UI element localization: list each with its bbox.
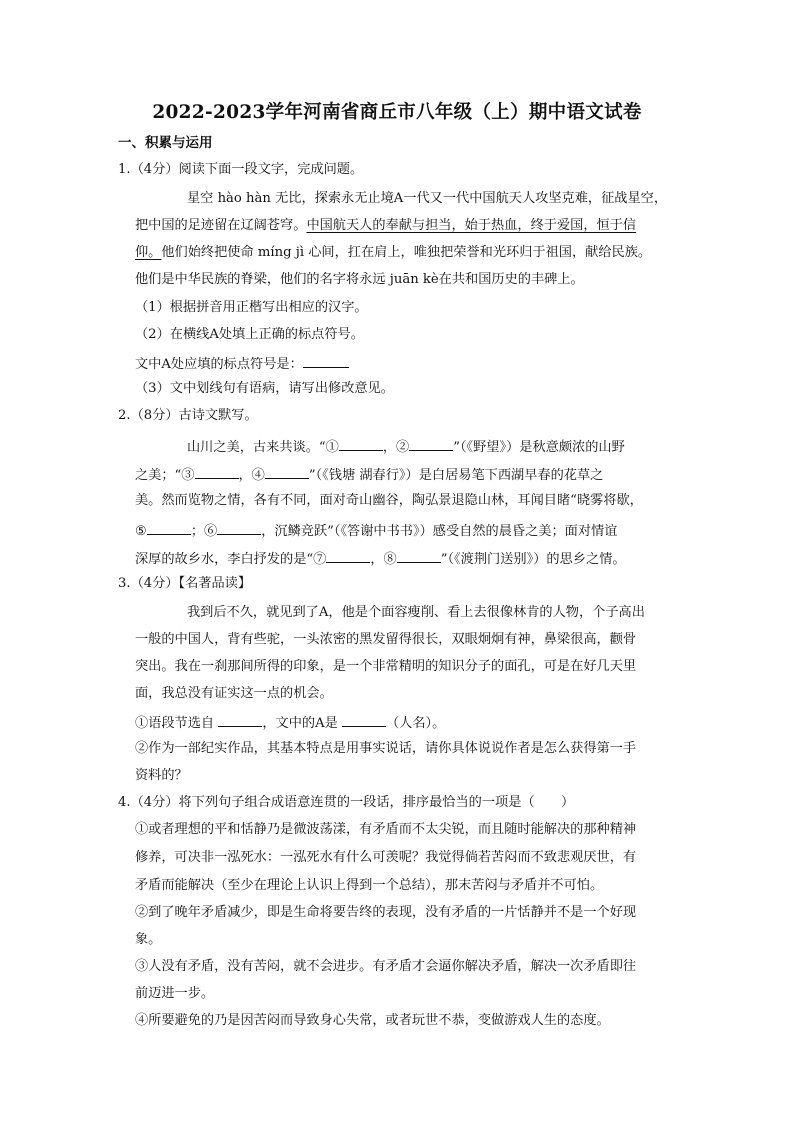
q4-option-line: ②到了晚年矛盾减少，即是生命将要告终的表现，没有矛盾的一片恬静并不是一个好现 (135, 905, 637, 920)
q2-text: ”（《野望》）是秋意颇浓的山野 (453, 440, 625, 455)
q1-subquestion: （3）文中划线句有语病，请写出修改意见。 (135, 381, 394, 396)
q1-answer-label: 文中A处应填的标点符号是： (135, 357, 303, 372)
q2-line (187, 436, 625, 457)
q4-option-line: ③人没有矛盾，没有苦闷，就不会进步。有矛盾才会逼你解决矛盾，解决一次矛盾即往 (135, 959, 637, 974)
q2-text: ”（《渡荆门送别》）的思乡之情。 (440, 552, 626, 567)
answer-blank[interactable] (409, 436, 453, 451)
q3-passage-line: 我到后不久，就见到了A，他是个面容瘦削、看上去很像林肯的人物，个子高出 (187, 605, 645, 620)
q3-passage-line: 一般的中国人，背有些驼，一头浓密的黑发留得很长，双眼炯炯有神，鼻梁很高，颧骨 (135, 632, 637, 647)
q3-subquestion: 资料的？ (135, 768, 188, 783)
answer-blank[interactable] (195, 464, 239, 479)
q3-text: ①语段节选自 (135, 716, 215, 731)
q1-underlined-sentence: 仰。 (135, 245, 162, 260)
answer-blank[interactable] (326, 548, 370, 563)
q1-passage-line (135, 244, 651, 262)
q3-passage-line: 面，我总没有证实这一点的机会。 (135, 686, 333, 701)
answer-blank[interactable] (303, 353, 349, 368)
q3-text: ，文中的A是 (262, 716, 338, 731)
q2-text: ”（《钱塘 湖春行》）是白居易笔下西湖早春的花草之 (308, 468, 604, 483)
answer-blank[interactable] (339, 436, 383, 451)
q2-text: ，⑧ (370, 552, 397, 567)
q1-passage-line: 星空 hào hàn 无比，探索永无止境A一代又一代中国航天人攻坚克难，征战星空， (187, 191, 668, 206)
q2-text: 深厚的故乡水，李白抒发的是“⑦ (135, 552, 327, 567)
q3-subquestion: ②作为一部纪实作品，其基本特点是用事实说话，请你具体说说作者是怎么获得第一手 (135, 741, 637, 756)
question-3-heading: 3.（4分）【名著品读】 (118, 576, 252, 591)
q4-option-line: ①或者理想的平和恬静乃是微波荡漾，有矛盾而不太尖锐，而且随时能解决的那种精神 (135, 822, 637, 837)
q3-subquestion (135, 712, 445, 733)
q1-passage-line (135, 217, 636, 235)
q2-text: ⑤ (135, 524, 147, 539)
q2-text: ，④ (238, 468, 265, 483)
q3-text: （人名）。 (386, 716, 446, 731)
q1-text: 他们始终把使命 míng jì 心间，扛在肩上，唯独把荣誉和光环归于祖国，献给民族。 (161, 245, 652, 260)
q1-subquestion: （1）根据拼音用正楷写出相应的汉字。 (135, 300, 368, 315)
q2-text: ，② (382, 440, 410, 455)
q2-text: ；⑥ (190, 524, 218, 539)
question-2-heading: 2.（8分）古诗文默写。 (118, 408, 258, 423)
answer-blank[interactable] (342, 712, 386, 727)
answer-blank[interactable] (147, 520, 191, 535)
q2-line (135, 520, 617, 541)
q4-option-line: 修养，可决非一泓死水：一泓死水有什么可羡呢？我觉得倘若苦闷而不致悲观厌世，有 (135, 850, 637, 865)
q4-option-line: ④所要避免的乃是因苦闷而导致身心失常，或者玩世不恭，变做游戏人生的态度。 (135, 1013, 610, 1028)
question-1-heading: 1.（4分）阅读下面一段文字，完成问题。 (118, 162, 364, 177)
q1-passage-line: 他们是中华民族的脊梁，他们的名字将永远 juān kè在共和国历史的丰碑上。 (135, 272, 584, 287)
q1-answer-line (135, 353, 349, 374)
answer-blank[interactable] (265, 464, 309, 479)
q2-line (135, 464, 603, 485)
q2-text: 山川之美，古来共谈。“① (187, 440, 339, 455)
q2-line (135, 548, 626, 569)
q1-subquestion: （2）在横线A处填上正确的标点符号。 (135, 327, 364, 342)
q2-text: 之美；“③ (135, 468, 195, 483)
q2-text: ，沉鳞竞跃”（《答谢中书书》）感受自然的晨昏之美；面对情谊 (261, 524, 618, 539)
q4-option-line: 前迈进一步。 (135, 986, 215, 1001)
page-title: 2022-2023学年河南省商丘市八年级（上）期中语文试卷 (152, 102, 642, 123)
answer-blank[interactable] (217, 520, 261, 535)
answer-blank[interactable] (397, 548, 441, 563)
q4-option-line: 矛盾而能解决（至少在理论上认识上得到一个总结），那末苦闷与矛盾并不可怕。 (135, 878, 604, 893)
answer-blank[interactable] (218, 712, 262, 727)
q4-option-line: 象。 (135, 932, 162, 947)
q3-passage-line: 突出。我在一刹那间所得的印象，是一个非常精明的知识分子的面孔，可是在好几天里 (135, 659, 637, 674)
section-heading: 一、积累与运用 (118, 135, 213, 151)
q2-line: 美。然而览物之情，各有不同，面对奇山幽谷，陶弘景退隐山林，耳闻目睹“晓雾将歇， (135, 493, 643, 508)
question-4-heading: 4.（4分）将下列句子组合成语意连贯的一段话，排序最恰当的一项是（ ） (118, 795, 575, 810)
q1-underlined-sentence: 中国航天人的奉献与担当，始于热血，终于爱国，恒于信 (306, 218, 637, 233)
q1-text: 把中国的足迹留在辽阔苍穹。 (135, 218, 307, 233)
